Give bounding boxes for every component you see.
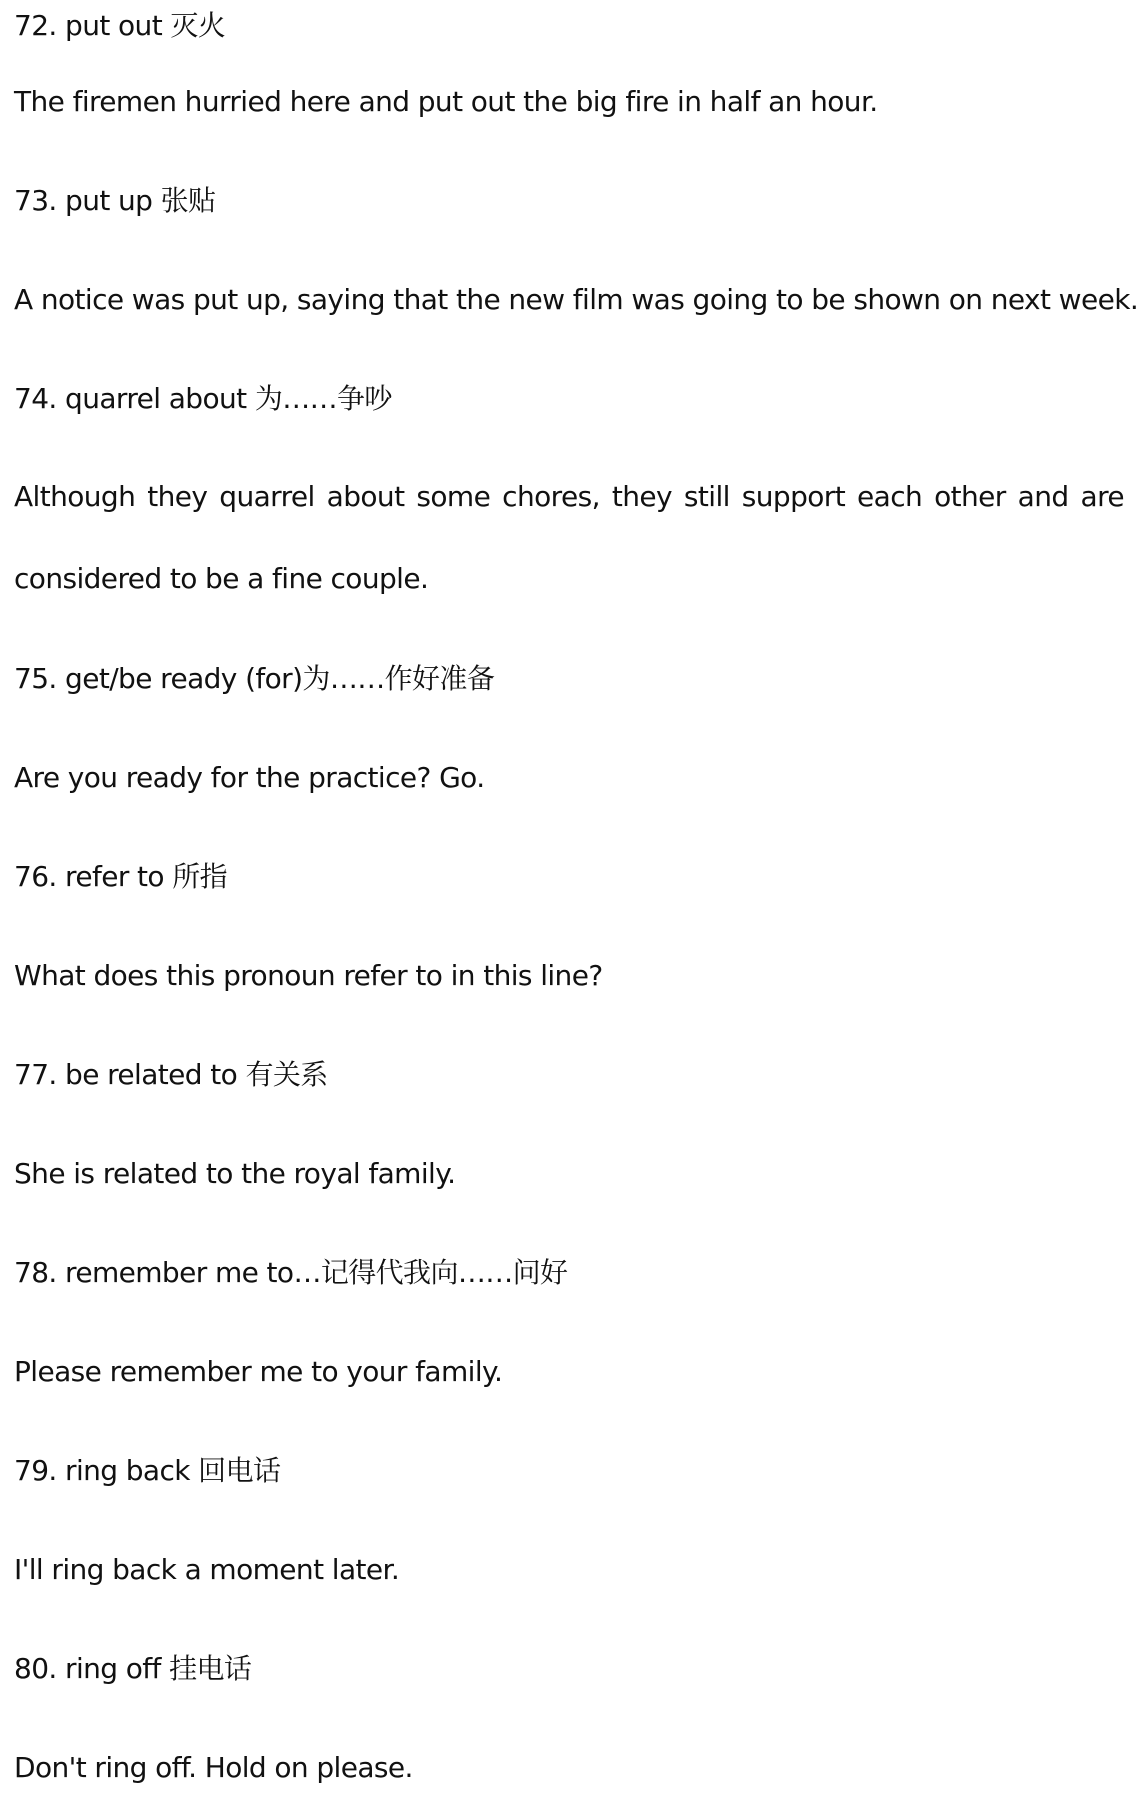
entry-72-heading: 72. put out 灭火: [14, 9, 226, 42]
document-page: [14, 0, 1138, 1817]
entry-77-example: She is related to the royal family.: [14, 1157, 456, 1190]
entry-79-heading: 79. ring back 回电话: [14, 1454, 281, 1487]
entry-79-example: I'll ring back a moment later.: [14, 1553, 400, 1586]
entry-75-example: Are you ready for the practice? Go.: [14, 761, 485, 794]
entry-77-heading: 77. be related to 有关系: [14, 1058, 328, 1091]
entry-74-example: [14, 456, 1124, 620]
entry-72-example: The firemen hurried here and put out the big fire in half an hour.: [14, 85, 878, 118]
entry-73-example: A notice was put up, saying that the new film was going to be shown on next week.: [14, 283, 1138, 316]
entry-80-example: Don't ring off. Hold on please.: [14, 1751, 413, 1784]
entry-74-example-line2: considered to be a fine couple.: [14, 562, 429, 595]
entry-78-heading: 78. remember me to…记得代我向……问好: [14, 1256, 568, 1289]
entry-73-heading: 73. put up 张贴: [14, 184, 216, 217]
entry-80-heading: 80. ring off 挂电话: [14, 1652, 252, 1685]
entry-74-example-line1: Although they quarrel about some chores, they still support each other and are: [14, 480, 1124, 513]
entry-76-example: What does this pronoun refer to in this line?: [14, 959, 603, 992]
entry-75-heading: 75. get/be ready (for)为……作好准备: [14, 662, 495, 695]
entry-78-example: Please remember me to your family.: [14, 1355, 503, 1388]
entry-74-heading: 74. quarrel about 为……争吵: [14, 382, 392, 415]
entry-76-heading: 76. refer to 所指: [14, 860, 228, 893]
